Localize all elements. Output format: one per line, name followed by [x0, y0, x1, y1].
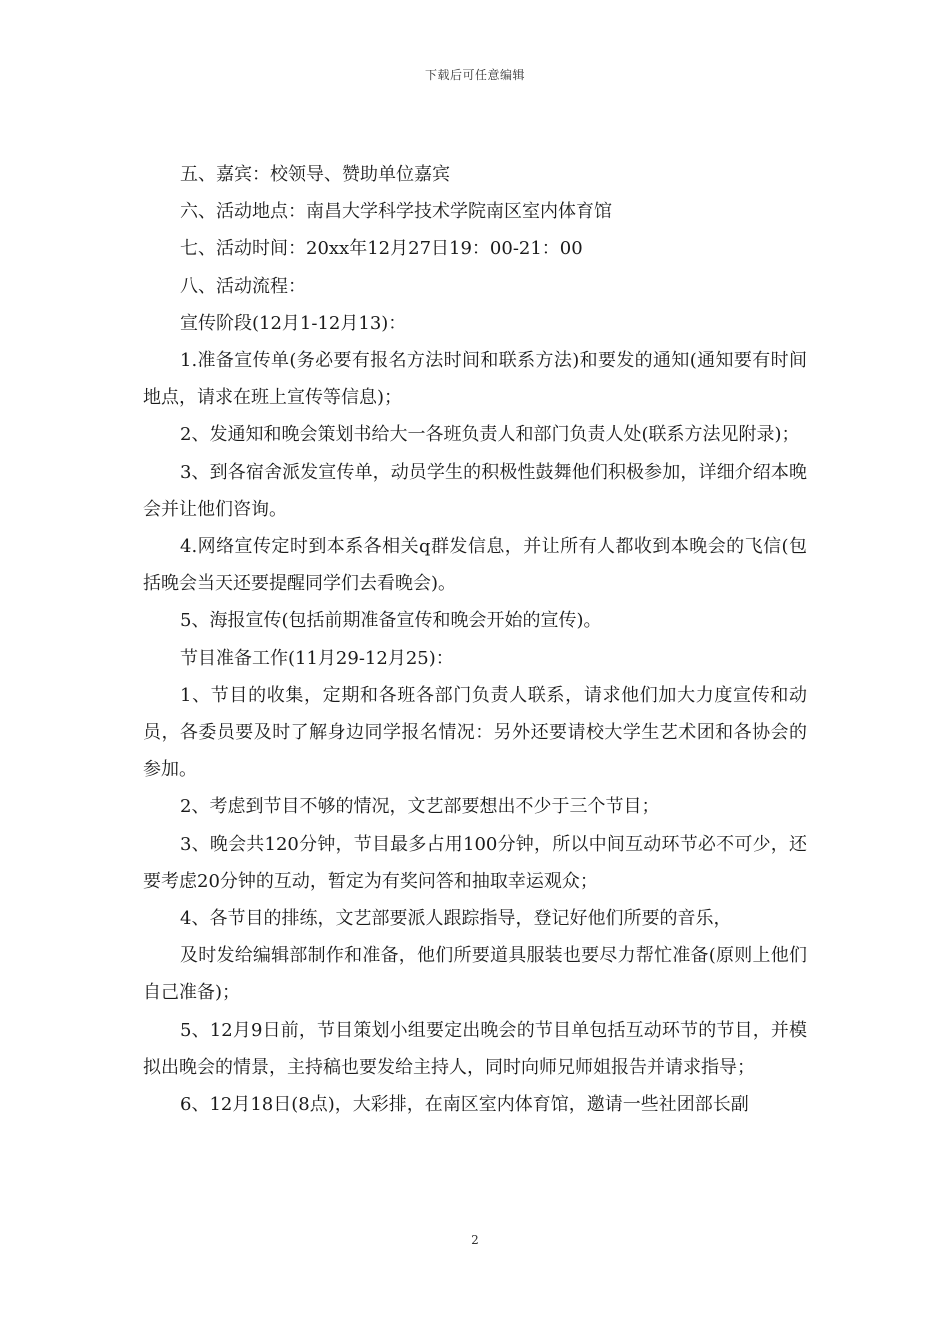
- paragraph-promo-5: 5、海报宣传(包括前期准备宣传和晚会开始的宣传)。: [180, 610, 602, 632]
- paragraph-program-4: 4、各节目的排练，文艺部要派人跟踪指导，登记好他们所要的音乐，: [180, 908, 732, 930]
- page-header: 下载后可任意编辑: [424, 68, 525, 82]
- paragraph-program-4-cont: 及时发给编辑部制作和准备，他们所要道具服装也要尽力帮忙准备(原则上他们自己准备)；: [143, 945, 807, 1004]
- paragraph-time: 七、活动时间：20xx年12月27日19：00-21：00: [180, 238, 583, 260]
- paragraph-program-6: 6、12月18日(8点)，大彩排，在南区室内体育馆，邀请一些社团部长副: [180, 1094, 749, 1116]
- paragraph-program-2: 2、考虑到节目不够的情况，文艺部要想出不少于三个节目；: [180, 796, 660, 818]
- paragraph-promo-stage: 宣传阶段(12月1-12月13)：: [180, 312, 407, 334]
- paragraph-program-prep: 节目准备工作(11月29-12月25)：: [180, 647, 454, 669]
- paragraph-guests: 五、嘉宾：校领导、赞助单位嘉宾: [180, 164, 450, 185]
- paragraph-promo-1: 1.准备宣传单(务必要有报名方法时间和联系方法)和要发的通知(通知要有时间地点，请求在班上宣传等信息)；: [143, 350, 807, 409]
- paragraph-promo-3: 3、到各宿舍派发宣传单，动员学生的积极性鼓舞他们积极参加，详细介绍本晚会并让他们咨询。: [143, 461, 807, 520]
- paragraph-process-heading: 八、活动流程：: [180, 275, 306, 297]
- paragraph-program-3: 3、晚会共120分钟，节目最多占用100分钟，所以中间互动环节必不可少，还要考虑20分钟的互动，暂定为有奖问答和抽取幸运观众；: [143, 833, 807, 892]
- paragraph-program-5: 5、12月9日前，节目策划小组要定出晚会的节目单包括互动环节的节目，并模拟出晚会的情景，主持稿也要发给主持人，同时向师兄师姐报告并请求指导；: [143, 1019, 807, 1078]
- paragraph-program-1: 1、节目的收集，定期和各班各部门负责人联系，请求他们加大力度宣传和动员，各委员要及时了解身边同学报名情况：另外还要请校大学生艺术团和各协会的参加。: [143, 684, 807, 781]
- document-body: [143, 156, 807, 1123]
- page-number: 2: [471, 1233, 479, 1247]
- paragraph-promo-2: 2、发通知和晚会策划书给大一各班负责人和部门负责人处(联系方法见附录)；: [180, 424, 800, 446]
- paragraph-venue: 六、活动地点：南昌大学科学技术学院南区室内体育馆: [180, 201, 612, 223]
- paragraph-promo-4: 4.网络宣传定时到本系各相关q群发信息，并让所有人都收到本晚会的飞信(包括晚会当天还要提醒同学们去看晚会)。: [143, 536, 807, 595]
